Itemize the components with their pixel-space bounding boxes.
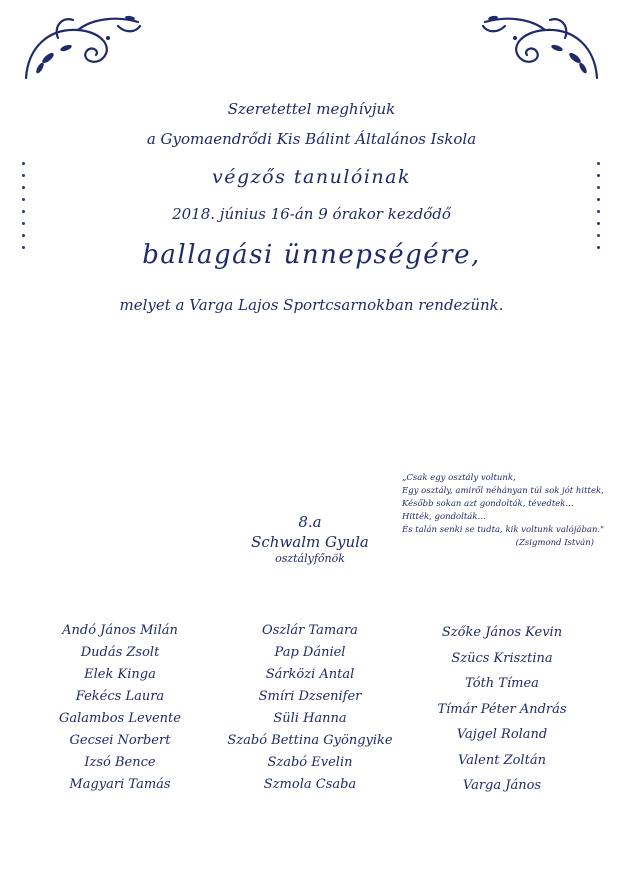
student-name: Tóth Tímea (465, 676, 539, 691)
class-info (200, 512, 420, 566)
student-name: Süli Hanna (273, 711, 347, 726)
student-name: Szabó Bettina Gyöngyike (227, 733, 393, 748)
student-name: Tímár Péter András (437, 701, 567, 717)
student-name: Szőke János Kevin (441, 625, 563, 640)
student-name: Szabó Evelin (267, 755, 353, 770)
student-column-1 (30, 620, 210, 796)
quote-line: Később sokan azt gondolták, tévedtek… (402, 499, 574, 509)
event-venue: melyet a Varga Lajos Sportcsarnokban rendezünk. (119, 296, 504, 314)
student-column-3 (412, 620, 592, 799)
student-name: Valent Zoltán (458, 752, 546, 768)
student-name: Szücs Krisztina (451, 650, 553, 666)
student-name: Galambos Levente (59, 711, 181, 726)
corner-ornament-right-icon (475, 8, 605, 83)
quote-line: Hitték, gondolták… (402, 512, 486, 522)
student-name: Dudás Zsolt (80, 645, 160, 660)
quote-line: „Csak egy osztály voltunk, (402, 473, 516, 483)
quote-line: Egy osztály, amiről néhányan túl sok jót hittek, (402, 486, 604, 496)
event-datetime: 2018. június 16-án 9 órakor kezdődő (172, 205, 451, 223)
student-column-2 (220, 620, 400, 796)
student-name: Pap Dániel (274, 645, 346, 660)
student-name: Elek Kinga (84, 667, 156, 682)
quote-line: És talán senki se tudta, kik voltunk valójában." (402, 525, 605, 535)
student-name: Szmola Csaba (263, 777, 357, 792)
school-name: a Gyomaendrődi Kis Bálint Általános Iskola (146, 130, 477, 148)
student-name: Izsó Bence (84, 755, 156, 770)
student-name: Oszlár Tamara (262, 623, 358, 638)
student-name: Gecsei Norbert (69, 733, 171, 748)
student-name: Magyari Tamás (69, 777, 171, 792)
student-name: Varga János (462, 778, 542, 793)
graduates-line: végzős tanulóinak (212, 166, 411, 188)
corner-ornament-left-icon (18, 8, 148, 83)
event-title: ballagási ünnepségére, (142, 240, 481, 270)
student-name: Andó János Milán (62, 623, 178, 638)
teacher-role: osztályfőnök (275, 552, 345, 565)
class-name: 8.a (298, 513, 322, 531)
teacher-name: Schwalm Gyula (251, 533, 369, 551)
student-name: Sárközi Antal (265, 667, 355, 682)
poem-quote (402, 472, 612, 550)
quote-author: (Zsigmond István) (515, 538, 594, 548)
student-name: Fekécs Laura (75, 689, 165, 704)
invitation-greeting: Szeretettel meghívjuk (227, 100, 396, 118)
student-name: Smíri Dzsenifer (258, 689, 362, 704)
student-name: Vajgel Roland (456, 727, 548, 742)
